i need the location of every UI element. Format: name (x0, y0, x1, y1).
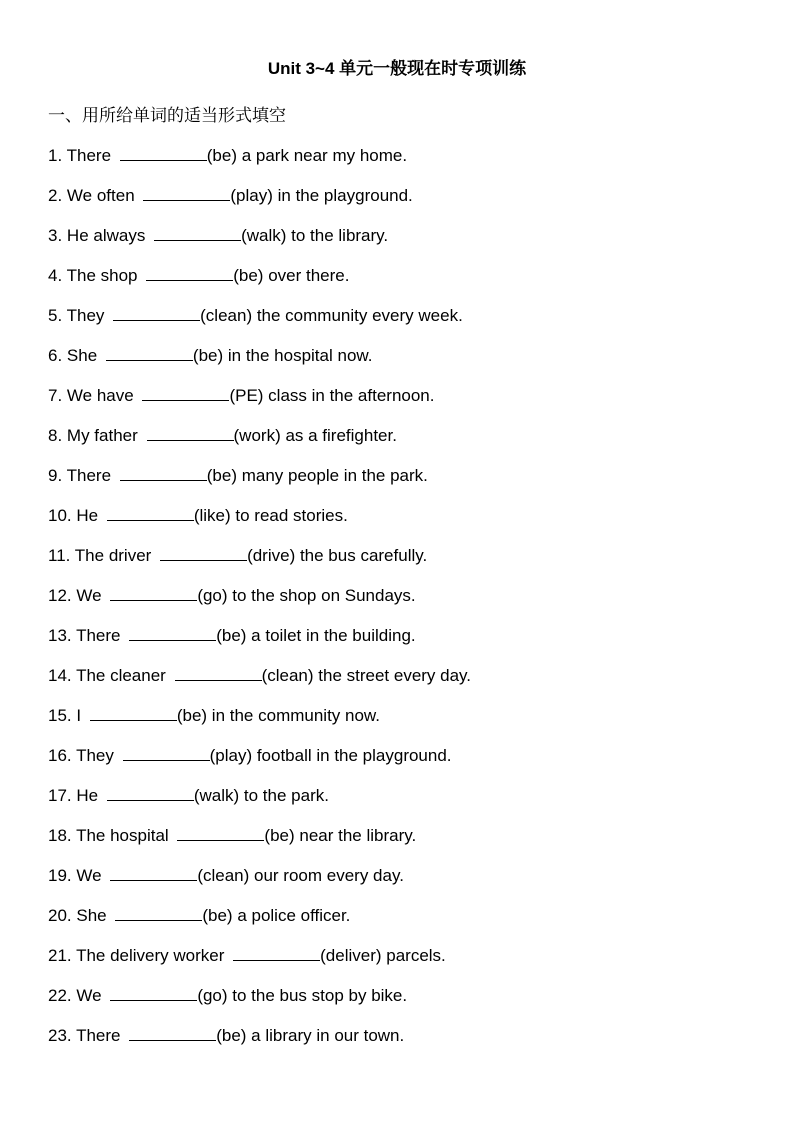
exercise-number: 13. (48, 626, 72, 645)
exercise-text-before: He (76, 506, 99, 525)
exercise-text-after: (drive) the bus carefully. (247, 546, 428, 565)
exercise-item (48, 263, 471, 303)
exercise-text-after: (be) near the library. (264, 826, 417, 845)
answer-blank[interactable] (142, 383, 229, 401)
answer-blank[interactable] (147, 423, 234, 441)
exercise-text-before: I (76, 706, 82, 725)
exercise-item (48, 823, 471, 863)
exercise-number: 19. (48, 866, 72, 885)
exercise-text-after: (walk) to the park. (193, 786, 329, 805)
exercise-text-before: The delivery worker (76, 946, 225, 965)
answer-blank[interactable] (123, 743, 210, 761)
answer-blank[interactable] (107, 783, 194, 801)
exercise-item (48, 743, 471, 783)
answer-blank[interactable] (110, 863, 197, 881)
answer-blank[interactable] (233, 943, 320, 961)
exercise-text-after: (play) football in the playground. (209, 746, 452, 765)
answer-blank[interactable] (115, 903, 202, 921)
exercise-text-before: We (76, 586, 102, 605)
exercise-item (48, 383, 471, 423)
exercise-item (48, 983, 471, 1023)
exercise-text-before: The shop (66, 266, 138, 285)
answer-blank[interactable] (120, 143, 207, 161)
exercise-text-after: (work) as a firefighter. (233, 426, 397, 445)
answer-blank[interactable] (160, 543, 247, 561)
exercise-list (48, 143, 471, 1063)
exercise-text-before: They (66, 306, 105, 325)
exercise-text-before: There (76, 626, 121, 645)
exercise-text-after: (be) a toilet in the building. (216, 626, 416, 645)
exercise-text-after: (PE) class in the afternoon. (229, 386, 435, 405)
answer-blank[interactable] (113, 303, 200, 321)
exercise-text-after: (clean) our room every day. (197, 866, 404, 885)
exercise-text-after: (like) to read stories. (193, 506, 348, 525)
exercise-text-before: He (76, 786, 99, 805)
exercise-item (48, 143, 471, 183)
exercise-number: 23. (48, 1026, 72, 1045)
exercise-text-before: There (76, 1026, 121, 1045)
exercise-item (48, 943, 471, 983)
exercise-text-after: (be) many people in the park. (206, 466, 428, 485)
exercise-item (48, 583, 471, 623)
exercise-text-before: She (66, 346, 98, 365)
answer-blank[interactable] (120, 463, 207, 481)
exercise-text-after: (be) a park near my home. (206, 146, 408, 165)
exercise-item (48, 503, 471, 543)
answer-blank[interactable] (106, 343, 193, 361)
exercise-text-before: My father (66, 426, 138, 445)
page-title: Unit 3~4 单元一般现在时专项训练 (267, 59, 527, 78)
exercise-number: 9. (48, 466, 63, 485)
exercise-text-after: (play) in the playground. (230, 186, 413, 205)
exercise-number: 2. (48, 186, 63, 205)
answer-blank[interactable] (129, 623, 216, 641)
exercise-text-before: We have (66, 386, 134, 405)
exercise-text-after: (go) to the shop on Sundays. (197, 586, 416, 605)
exercise-text-before: The hospital (76, 826, 169, 845)
exercise-number: 7. (48, 386, 63, 405)
exercise-number: 3. (48, 226, 63, 245)
exercise-item (48, 343, 471, 383)
exercise-number: 5. (48, 306, 63, 325)
exercise-text-after: (walk) to the library. (241, 226, 389, 245)
answer-blank[interactable] (107, 503, 194, 521)
answer-blank[interactable] (90, 703, 177, 721)
exercise-item (48, 703, 471, 743)
answer-blank[interactable] (143, 183, 230, 201)
exercise-number: 14. (48, 666, 72, 685)
exercise-item (48, 663, 471, 703)
exercise-item (48, 423, 471, 463)
section-heading: 一、用所给单词的适当形式填空 (48, 106, 286, 125)
exercise-number: 10. (48, 506, 72, 525)
exercise-text-before: We (76, 986, 102, 1005)
exercise-number: 1. (48, 146, 63, 165)
exercise-number: 17. (48, 786, 72, 805)
exercise-number: 22. (48, 986, 72, 1005)
exercise-text-after: (be) a police officer. (202, 906, 351, 925)
exercise-text-after: (clean) the community every week. (200, 306, 463, 325)
exercise-item (48, 783, 471, 823)
exercise-text-before: The driver (74, 546, 152, 565)
answer-blank[interactable] (110, 583, 197, 601)
exercise-text-after: (be) in the hospital now. (192, 346, 373, 365)
exercise-number: 18. (48, 826, 72, 845)
answer-blank[interactable] (146, 263, 233, 281)
exercise-text-after: (be) a library in our town. (216, 1026, 405, 1045)
answer-blank[interactable] (177, 823, 264, 841)
exercise-number: 8. (48, 426, 63, 445)
exercise-item (48, 863, 471, 903)
exercise-item (48, 623, 471, 663)
exercise-text-before: There (66, 466, 112, 485)
exercise-text-after: (go) to the bus stop by bike. (197, 986, 408, 1005)
exercise-number: 11. (48, 546, 71, 565)
answer-blank[interactable] (110, 983, 197, 1001)
exercise-item (48, 183, 471, 223)
answer-blank[interactable] (175, 663, 262, 681)
exercise-number: 16. (48, 746, 72, 765)
exercise-number: 4. (48, 266, 63, 285)
exercise-text-before: There (66, 146, 112, 165)
exercise-item (48, 543, 471, 583)
exercise-text-before: They (76, 746, 114, 765)
exercise-text-after: (be) in the community now. (176, 706, 380, 725)
exercise-text-before: The cleaner (76, 666, 166, 685)
answer-blank[interactable] (154, 223, 241, 241)
exercise-text-after: (deliver) parcels. (320, 946, 446, 965)
exercise-text-before: We (76, 866, 102, 885)
exercise-text-before: He always (66, 226, 146, 245)
exercise-item (48, 1023, 471, 1063)
exercise-number: 6. (48, 346, 63, 365)
exercise-item (48, 903, 471, 943)
exercise-item (48, 303, 471, 343)
exercise-number: 21. (48, 946, 72, 965)
exercise-text-before: She (76, 906, 107, 925)
exercise-text-before: We often (66, 186, 135, 205)
exercise-item (48, 463, 471, 503)
exercise-number: 20. (48, 906, 72, 925)
exercise-number: 12. (48, 586, 72, 605)
exercise-number: 15. (48, 706, 72, 725)
answer-blank[interactable] (129, 1023, 216, 1041)
exercise-text-after: (clean) the street every day. (261, 666, 472, 685)
exercise-text-after: (be) over there. (233, 266, 350, 285)
exercise-item (48, 223, 471, 263)
